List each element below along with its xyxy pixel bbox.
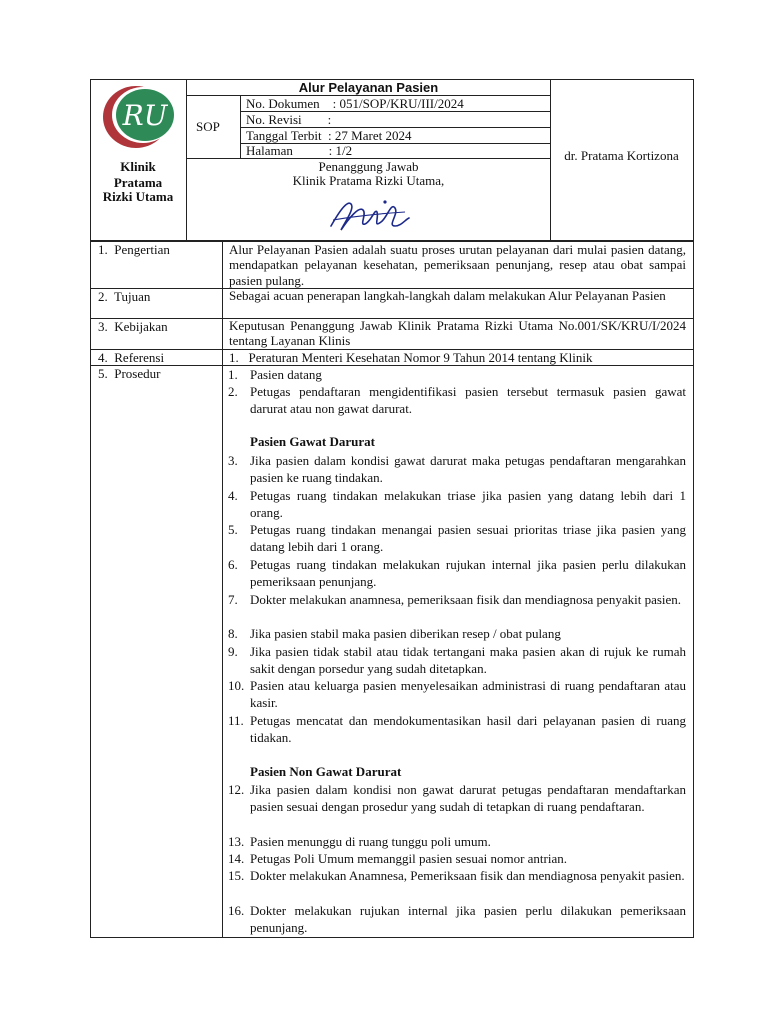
item-text: Dokter melakukan anamnesa, pemeriksaan fisik dan mendiagnosa penyakit pasien.: [250, 592, 682, 607]
section-text-referensi: 1. Peraturan Menteri Kesehatan Nomor 9 Tahun 2014 tentang Klinik: [229, 350, 593, 365]
item-number: 11.: [228, 713, 244, 728]
doc-number: No. Dokumen : 051/SOP/KRU/III/2024: [246, 96, 464, 111]
signature-icon: [325, 192, 415, 238]
signatory-name: dr. Pratama Kortizona: [564, 148, 679, 163]
item-text: Jika pasien dalam kondisi non gawat darurat petugas pendaftaran mendaftarkan pasien sesuai dengan prosedur yang sudah di tetapkan di ruang pendaftaran.: [250, 782, 686, 815]
responsible-org: Klinik Pratama Rizki Utama,: [292, 173, 445, 188]
item-text: Jika pasien tidak stabil atau tidak tertangani maka pasien akan di rujuk ke rumah sakit dengan porsedur yang sudah ditetapkan.: [250, 644, 686, 677]
item-number: 8.: [228, 626, 238, 641]
section-label-tujuan: 2. Tujuan: [98, 289, 151, 304]
item-number: 1.: [228, 367, 238, 382]
item-number: 4.: [228, 488, 238, 503]
item-number: 13.: [228, 834, 245, 849]
signature: [325, 192, 415, 238]
section-label-pengertian: 1. Pengertian: [98, 242, 170, 257]
logo-text: RU: [122, 99, 168, 132]
section-label-prosedur: 5. Prosedur: [98, 366, 161, 381]
item-number: 10.: [228, 678, 245, 693]
item-text: Petugas ruang tindakan menangai pasien sesuai prioritas triase jika pasien yang datang lebih dari 1 orang.: [250, 522, 686, 555]
item-text: Petugas mencatat dan mendokumentasikan hasil dari pelayanan pasien di ruang tidakan.: [250, 713, 686, 746]
item-text: Petugas pendaftaran mengidentifikasi pasien tersebut termasuk pasien gawat darurat atau non gawat darurat.: [250, 384, 686, 417]
item-number: 12.: [228, 782, 245, 797]
section-text-kebijakan: Keputusan Penanggung Jawab Klinik Pratama Rizki Utama No.001/SK/KRU/I/2024 tentang Layanan Klinis: [229, 318, 686, 348]
clinic-name-line2: Pratama: [113, 175, 163, 190]
item-text: Petugas ruang tindakan melakukan rujukan internal jika pasien perlu dilakukan pemeriksaan penunjang.: [250, 557, 686, 590]
item-text: Dokter melakukan rujukan internal jika pasien perlu dilakukan pemeriksaan penunjang.: [250, 903, 686, 936]
clinic-name-line1: Klinik: [120, 159, 156, 174]
item-text: Pasien menunggu di ruang tunggu poli umum.: [250, 834, 491, 849]
sop-label: SOP: [196, 119, 220, 134]
logo-emblem-icon: [100, 84, 180, 150]
item-text: Petugas Poli Umum memanggil pasien sesuai nomor antrian.: [250, 851, 568, 866]
page-number: Halaman : 1/2: [246, 143, 353, 158]
item-text: Pasien atau keluarga pasien menyelesaikan administrasi di ruang pendaftaran atau kasir.: [250, 678, 686, 711]
subheading-gawat-darurat: Pasien Gawat Darurat: [250, 434, 375, 449]
item-number: 2.: [228, 384, 238, 399]
item-number: 7.: [228, 592, 238, 607]
document-title: Alur Pelayanan Pasien: [298, 80, 439, 95]
clinic-logo: [100, 84, 180, 150]
responsible-title: Penanggung Jawab: [318, 159, 419, 174]
section-text-tujuan: Sebagai acuan penerapan langkah-langkah dalam melakukan Alur Pelayanan Pasien: [229, 288, 666, 303]
section-text-pengertian: Alur Pelayanan Pasien adalah suatu proses urutan pelayanan dari mulai pasien datang, mendapatkan pelayanan kesehatan, pemeriksaan penunjang, resep atau obat sampai pasien pulang.: [229, 242, 686, 288]
item-text: Jika pasien stabil maka pasien diberikan resep / obat pulang: [250, 626, 561, 641]
issue-date: Tanggal Terbit : 27 Maret 2024: [246, 128, 412, 143]
item-number: 16.: [228, 903, 245, 918]
item-text: Pasien datang: [250, 367, 322, 382]
item-text: Petugas ruang tindakan melakukan triase jika pasien yang datang lebih dari 1 orang.: [250, 488, 686, 521]
subheading-non-gawat-darurat: Pasien Non Gawat Darurat: [250, 764, 402, 779]
revision-number: No. Revisi :: [246, 112, 332, 127]
item-number: 3.: [228, 453, 238, 468]
section-label-referensi: 4. Referensi: [98, 350, 165, 365]
item-number: 9.: [228, 644, 238, 659]
item-number: 15.: [228, 868, 245, 883]
section-label-kebijakan: 3. Kebijakan: [98, 319, 168, 334]
clinic-name-line3: Rizki Utama: [102, 189, 174, 204]
item-number: 5.: [228, 522, 238, 537]
item-text: Dokter melakukan Anamnesa, Pemeriksaan fisik dan mendiagnosa penyakit pasien.: [250, 868, 685, 883]
item-number: 14.: [228, 851, 245, 866]
item-text: Jika pasien dalam kondisi gawat darurat maka petugas pendaftaran mengarahkan pasien ke ruang tindakan.: [250, 453, 686, 486]
item-number: 6.: [228, 557, 238, 572]
